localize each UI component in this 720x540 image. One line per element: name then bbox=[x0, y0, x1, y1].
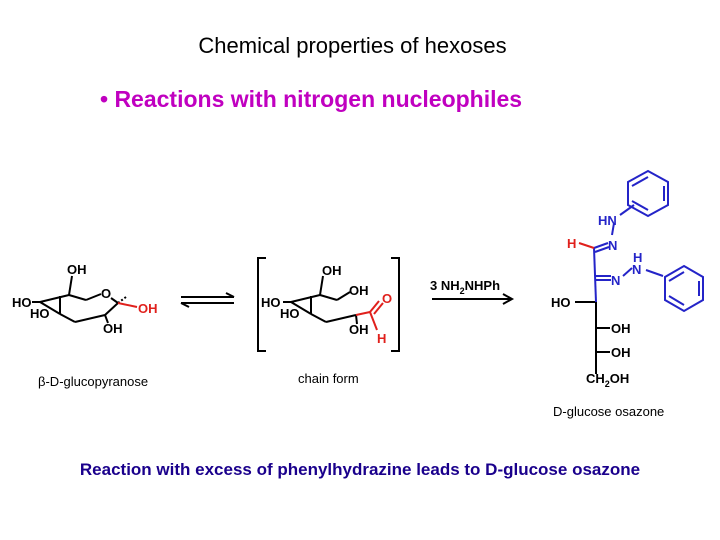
slide-title: Chemical properties of hexoses bbox=[198, 33, 507, 58]
equilibrium-arrows bbox=[181, 293, 234, 307]
osazone-c1-h-bond bbox=[579, 243, 594, 248]
pyranose-oh-c1: OH bbox=[138, 301, 158, 316]
chain-h-aldehyde: H bbox=[377, 331, 387, 346]
reagent-label: 3 $NH_2NHPh$ bbox=[430, 278, 501, 296]
pyranose-oh-c2: OH bbox=[103, 321, 123, 336]
chain-oh-c6: OH bbox=[322, 263, 342, 278]
pyranose-ho-c4: HO bbox=[12, 295, 32, 310]
osazone-n-nh2: N bbox=[632, 262, 642, 277]
chain-ho-c3: HO bbox=[280, 306, 300, 321]
pyranose-label: β-D-glucopyranose bbox=[38, 374, 149, 389]
osazone-hn-top: HN bbox=[598, 213, 617, 228]
osazone-h-c1: H bbox=[567, 236, 577, 251]
osazone-n-top: N bbox=[608, 238, 618, 253]
slide-caption: Reaction with excess of phenylhydrazine leads to D-glucose osazone bbox=[79, 460, 641, 479]
pyranose-o-ring: O bbox=[101, 286, 112, 301]
chain-oh-c5: OH bbox=[349, 283, 369, 298]
osazone-label: D-glucose osazone bbox=[553, 404, 665, 419]
osazone-oh-c5: OH bbox=[611, 345, 631, 360]
osazone-ch2oh: $CH_2OH$ bbox=[586, 371, 630, 389]
osazone-n-mid: N bbox=[611, 273, 621, 288]
pyranose-c1-oh-bond bbox=[118, 303, 137, 307]
osazone-backbone bbox=[575, 302, 610, 374]
pyranose-ho-c3: HO bbox=[30, 306, 50, 321]
pyranose-oh-c6: OH bbox=[67, 262, 87, 277]
chain-o-carbonyl: O bbox=[382, 291, 393, 306]
reaction-arrow bbox=[432, 294, 512, 304]
bullet-text: • Reactions with nitrogen nucleophiles bbox=[100, 86, 523, 112]
chain-oh-c2: OH bbox=[349, 322, 369, 337]
osazone-ho-c3: HO bbox=[551, 295, 571, 310]
osazone-h-nh2: H bbox=[633, 250, 643, 265]
chain-ho-c4: HO bbox=[261, 295, 281, 310]
chain-label: chain form bbox=[298, 371, 359, 386]
osazone-oh-c4: OH bbox=[611, 321, 631, 336]
